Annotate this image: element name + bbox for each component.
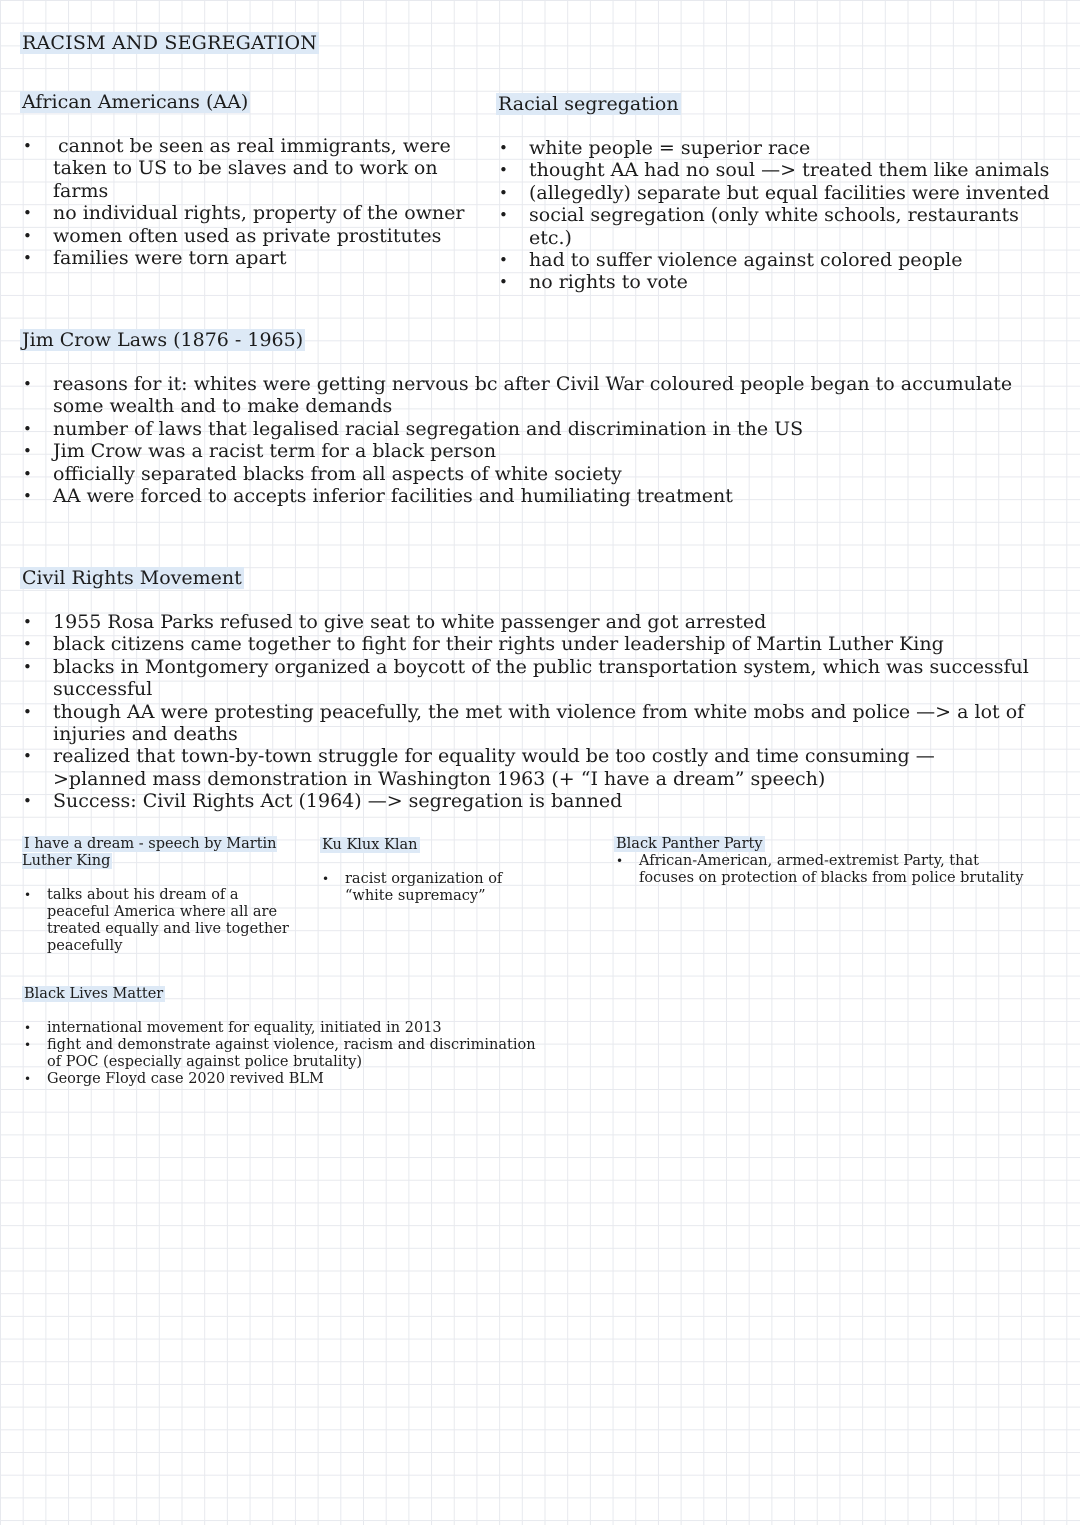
bullet-list <box>320 871 540 905</box>
list-item: • officially separated blacks from all aspects of white society <box>20 463 1060 485</box>
list-item: • AA were forced to accepts inferior facilities and humiliating treatment <box>20 485 1060 507</box>
bullet-list <box>22 887 292 955</box>
list-item: • fight and demonstrate against violence, racism and discrimination of POC (especially against police brutality) <box>22 1037 542 1071</box>
section-blm <box>22 986 562 1088</box>
bullet-list <box>20 135 480 269</box>
list-item: • social segregation (only white schools, restaurants etc.) <box>496 204 1056 249</box>
section-dream-speech <box>22 836 312 955</box>
section-heading: Jim Crow Laws (1876 - 1965) <box>22 329 304 351</box>
section-kkk <box>320 837 560 905</box>
section-heading: Racial segregation <box>498 93 679 115</box>
section-heading: Black Panther Party <box>616 836 763 852</box>
section-jim-crow <box>20 329 1060 507</box>
list-item: • families were torn apart <box>20 247 480 269</box>
bullet-list <box>614 853 1034 887</box>
bullet-list <box>22 1020 542 1088</box>
bullet-list <box>496 137 1056 294</box>
section-civil-rights <box>20 567 1060 813</box>
section-racial-segregation <box>496 93 1056 294</box>
list-item: • white people = superior race <box>496 137 1056 159</box>
list-item: • talks about his dream of a peaceful America where all are treated equally and live together peacefully <box>22 887 292 955</box>
bullet-list <box>20 611 1060 813</box>
list-item: • George Floyd case 2020 revived BLM <box>22 1071 542 1088</box>
list-item: • reasons for it: whites were getting nervous bc after Civil War coloured people began to accumulate some wealth and to make demands <box>20 373 1060 418</box>
list-item: • international movement for equality, initiated in 2013 <box>22 1020 542 1037</box>
list-item: • Jim Crow was a racist term for a black person <box>20 440 1060 462</box>
bullet-list <box>20 373 1060 507</box>
section-heading: Black Lives Matter <box>24 986 164 1002</box>
section-heading: I have a dream - speech by Martin Luther King <box>22 836 277 869</box>
list-item: • had to suffer violence against colored people <box>496 249 1056 271</box>
list-item: • racist organization of “white supremacy” <box>320 871 540 905</box>
list-item: • Success: Civil Rights Act (1964) —> segregation is banned <box>20 790 1060 812</box>
list-item: • blacks in Montgomery organized a boycott of the public transportation system, which was successful successful <box>20 656 1060 701</box>
list-item: • no rights to vote <box>496 271 1056 293</box>
section-heading: Civil Rights Movement <box>22 567 242 589</box>
list-item: • black citizens came together to fight for their rights under leadership of Martin Luther King <box>20 633 1060 655</box>
list-item: • number of laws that legalised racial segregation and discrimination in the US <box>20 418 1060 440</box>
section-black-panther <box>614 836 1054 887</box>
page-title: RACISM AND SEGREGATION <box>22 32 318 54</box>
list-item: • no individual rights, property of the owner <box>20 202 480 224</box>
section-african-americans <box>20 91 480 269</box>
list-item: • women often used as private prostitutes <box>20 225 480 247</box>
list-item: • African-American, armed-extremist Party, that focuses on protection of blacks from police brutality <box>614 853 1034 887</box>
section-heading: African Americans (AA) <box>22 91 249 113</box>
list-item: • cannot be seen as real immigrants, were taken to US to be slaves and to work on farms <box>20 135 453 202</box>
list-item: • (allegedly) separate but equal facilities were invented <box>496 182 1056 204</box>
list-item: • though AA were protesting peacefully, the met with violence from white mobs and police —> a lot of injuries and deaths <box>20 701 1060 746</box>
list-item: • 1955 Rosa Parks refused to give seat to white passenger and got arrested <box>20 611 1060 633</box>
section-heading: Ku Klux Klan <box>322 837 418 853</box>
list-item: • thought AA had no soul —> treated them like animals <box>496 159 1056 181</box>
list-item: • realized that town-by-town struggle for equality would be too costly and time consuming —>planned mass demonstration in Washington 1963 (+ “I have a dream” speech) <box>20 745 963 790</box>
